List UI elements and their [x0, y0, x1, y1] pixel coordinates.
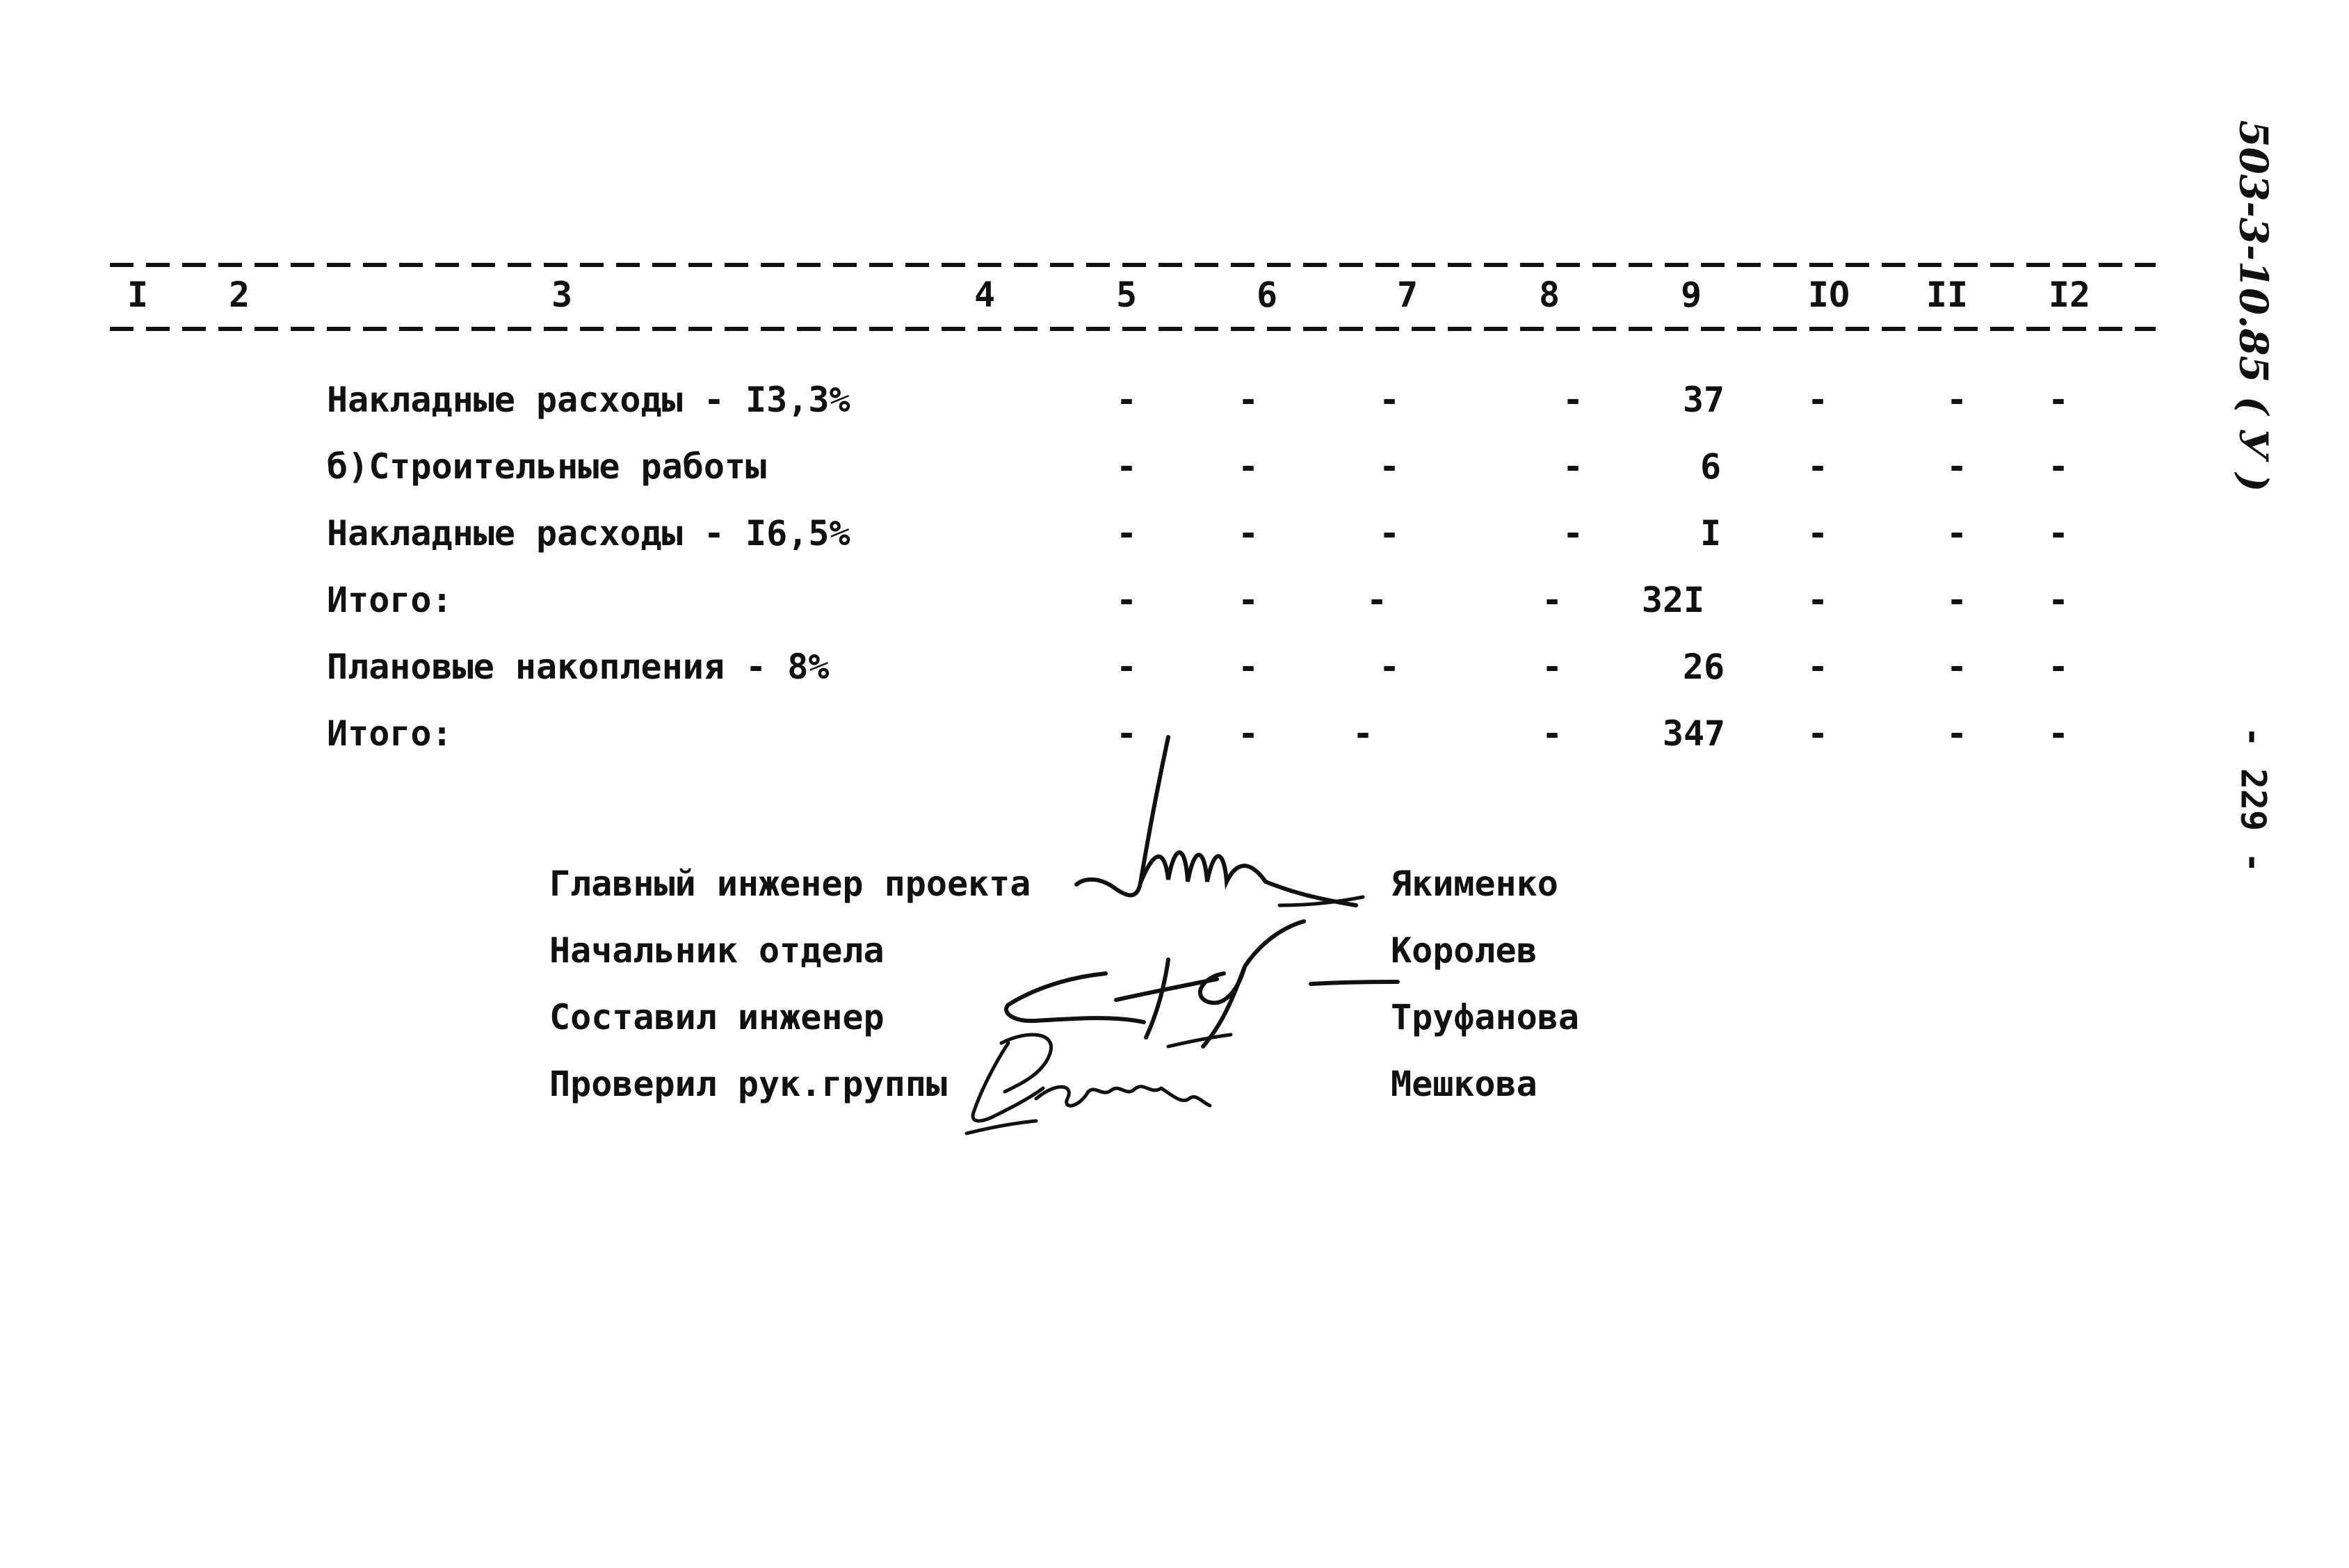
signatory-name: Якименко: [1391, 864, 1558, 904]
column-number: 7: [1396, 275, 1419, 315]
table-cell: -: [2047, 513, 2069, 553]
table-cell: -: [1807, 647, 1829, 687]
table-row: [0, 576, 2349, 624]
signatory-role: Начальник отдела: [549, 930, 885, 971]
table-cell: -: [1378, 446, 1400, 487]
signature-chief-engineer: [1071, 723, 1377, 925]
table-row: [0, 375, 2349, 424]
column-number: I2: [2048, 275, 2091, 315]
column-number: 3: [551, 275, 573, 315]
row-label: Итого:: [327, 580, 453, 620]
table-cell: 37: [1682, 380, 1725, 420]
header-bottom-rule: [110, 327, 2156, 331]
table-cell: -: [1115, 380, 1138, 420]
table-cell: -: [1366, 580, 1388, 620]
document-code-text: 503-3-10.85 ( У ): [2230, 120, 2276, 492]
column-number: 9: [1680, 275, 1702, 315]
table-cell: 6: [1700, 446, 1722, 487]
table-cell: -: [1541, 647, 1563, 687]
table-cell: 347: [1662, 713, 1726, 754]
table-cell: -: [2047, 713, 2069, 754]
table-cell: -: [1541, 580, 1563, 620]
table-cell: -: [1946, 647, 1968, 687]
table-cell: -: [1237, 647, 1259, 687]
table-cell: -: [1807, 580, 1829, 620]
table-cell: -: [1946, 446, 1968, 487]
table-cell: -: [1378, 647, 1400, 687]
table-cell: -: [1237, 580, 1259, 620]
table-cell: -: [1541, 713, 1563, 754]
column-number: IO: [1807, 275, 1850, 315]
page-number: [2229, 716, 2277, 883]
document-code: [2229, 120, 2277, 492]
table-cell: -: [1807, 513, 1829, 553]
column-number: I: [127, 275, 149, 315]
table-cell: -: [1237, 713, 1259, 754]
table-cell: -: [1237, 446, 1259, 487]
table-cell: -: [1562, 380, 1584, 420]
table-cell: -: [1378, 513, 1400, 553]
signatory-role: Составил инженер: [549, 997, 885, 1037]
signatory-name: Мешкова: [1391, 1064, 1537, 1104]
table-cell: 26: [1682, 647, 1725, 687]
row-label: Итого:: [327, 713, 453, 754]
table-cell: -: [2047, 380, 2069, 420]
table-cell: -: [1352, 713, 1374, 754]
column-number: 4: [974, 275, 996, 315]
column-number: 5: [1115, 275, 1138, 315]
table-cell: -: [1946, 580, 1968, 620]
signatory-role: Главный инженер проекта: [549, 864, 1031, 904]
row-label: Плановые накопления - 8%: [327, 647, 830, 687]
column-number: 2: [228, 275, 250, 315]
table-cell: -: [1115, 513, 1138, 553]
table-cell: -: [1946, 380, 1968, 420]
table-cell: -: [1946, 513, 1968, 553]
table-cell: -: [1115, 446, 1138, 487]
signature-group-head: [953, 1022, 1245, 1140]
column-number: 6: [1256, 275, 1278, 315]
row-label: Накладные расходы - I3,3%: [327, 380, 850, 420]
table-cell: I: [1700, 513, 1722, 553]
table-cell: 32I: [1641, 580, 1705, 620]
table-cell: -: [1115, 580, 1138, 620]
table-cell: -: [1115, 647, 1138, 687]
table-row: [0, 509, 2349, 558]
signatory-role: Проверил рук.группы: [549, 1064, 947, 1104]
row-label: Накладные расходы - I6,5%: [327, 513, 850, 553]
table-cell: -: [1807, 380, 1829, 420]
table-cell: -: [1237, 380, 1259, 420]
table-cell: -: [1115, 713, 1138, 754]
table-cell: -: [1807, 446, 1829, 487]
table-cell: -: [1562, 513, 1584, 553]
table-row: [0, 642, 2349, 691]
row-label: б)Строительные работы: [327, 446, 767, 487]
column-number: II: [1926, 275, 1969, 315]
table-row: [0, 442, 2349, 491]
column-number: 8: [1538, 275, 1560, 315]
header-top-rule: [110, 263, 2156, 267]
signatory-name: Королев: [1391, 930, 1537, 971]
signatory-name: Труфанова: [1391, 997, 1579, 1037]
table-cell: -: [2047, 647, 2069, 687]
table-cell: -: [1562, 446, 1584, 487]
table-cell: -: [2047, 446, 2069, 487]
table-cell: -: [1237, 513, 1259, 553]
table-cell: -: [1378, 380, 1400, 420]
page-number-text: - 229 -: [2233, 726, 2273, 873]
table-cell: -: [2047, 580, 2069, 620]
table-cell: -: [1946, 713, 1968, 754]
table-cell: -: [1807, 713, 1829, 754]
